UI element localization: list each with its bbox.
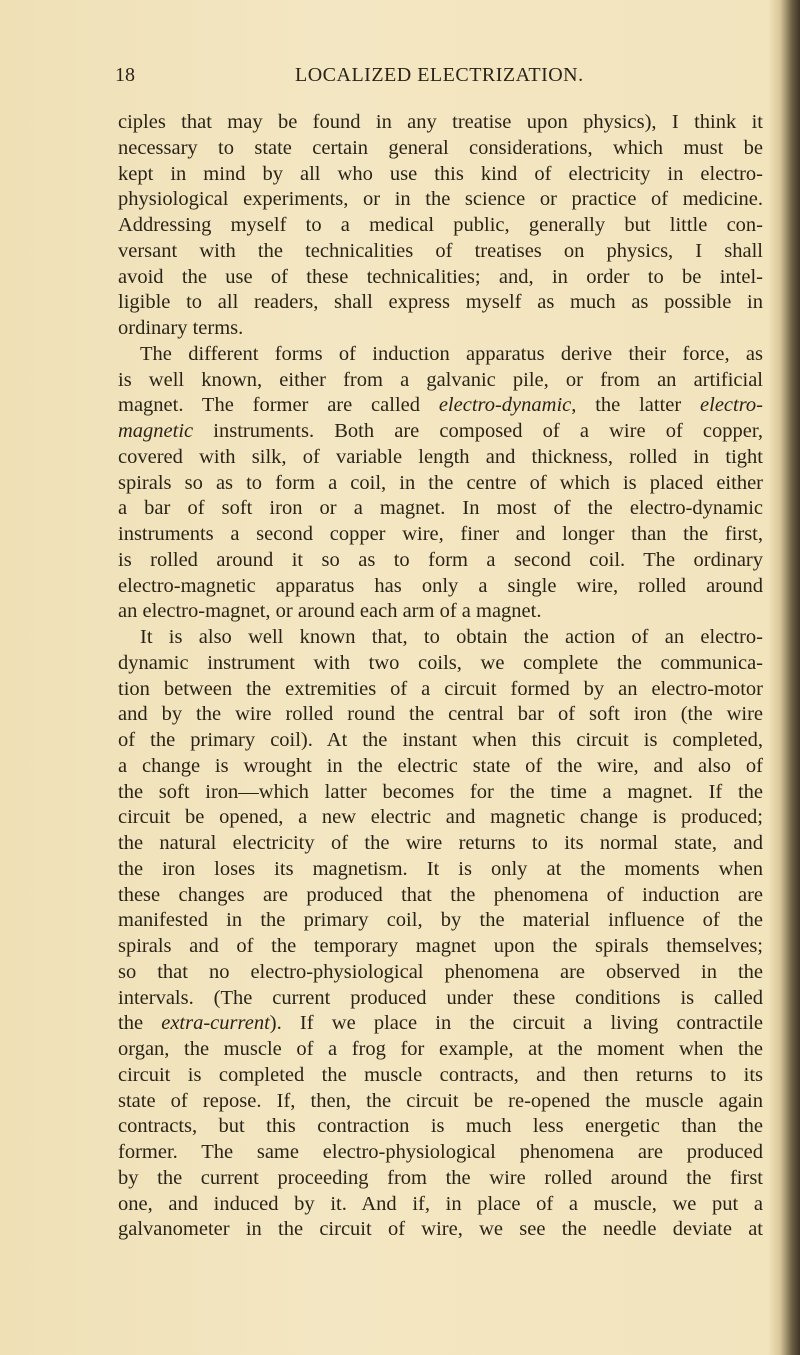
text-line — [118, 986, 763, 1012]
text-line — [118, 651, 763, 677]
text-line — [118, 857, 763, 883]
text-line — [118, 522, 763, 548]
text-segment: the natural electricity of the wire returns to its normal state, and — [118, 832, 763, 854]
text-segment: , the latter — [571, 394, 701, 417]
text-line — [118, 393, 763, 419]
text-line — [118, 1063, 763, 1089]
italic-term: electro-dynamic — [438, 394, 572, 417]
text-segment: tion between the extremities of a circuit formed by an electro-motor — [118, 677, 763, 700]
text-segment: versant with the technicalities of treatises on physics, I shall — [118, 239, 763, 262]
text-line — [118, 754, 763, 780]
text-line — [118, 162, 763, 188]
text-line — [118, 368, 763, 394]
text-line — [118, 908, 763, 934]
text-segment: organ, the muscle of a frog for example, at the moment when the — [118, 1038, 763, 1060]
text-segment: physiological experiments, or in the science or practice of medicine. — [118, 188, 763, 211]
text-line — [118, 1011, 763, 1037]
text-line — [118, 187, 763, 213]
text-line — [118, 1217, 763, 1243]
text-line — [118, 1089, 763, 1115]
text-line — [118, 110, 763, 136]
text-line — [118, 960, 763, 986]
text-segment: the soft iron—which latter becomes for the time a magnet. If the — [118, 780, 763, 803]
text-line — [118, 1192, 763, 1218]
italic-term: magnetic — [118, 420, 194, 442]
text-segment: state of repose. If, then, the circuit be re-opened the muscle again — [118, 1089, 763, 1112]
text-line — [118, 677, 763, 703]
text-segment: dynamic instrument with two coils, we complete the communica- — [118, 651, 763, 674]
text-line — [118, 574, 763, 600]
text-line — [118, 702, 763, 728]
text-line — [118, 831, 763, 857]
text-segment: The different forms of induction apparatus derive their force, as — [140, 342, 763, 365]
text-segment: an electro-magnet, or around each arm of a magnet. — [118, 600, 542, 623]
text-segment: covered with silk, of variable length and thickness, rolled in tight — [118, 445, 763, 468]
text-line — [118, 883, 763, 909]
text-segment: the iron loses its magnetism. It is only at the moments when — [118, 857, 763, 880]
page-number: 18 — [115, 64, 135, 86]
page-header — [115, 64, 760, 92]
text-segment: one, and induced by it. And if, in place of a muscle, we put a — [118, 1192, 763, 1215]
text-segment: necessary to state certain general considerations, which must be — [118, 136, 763, 159]
text-line — [118, 805, 763, 831]
text-segment: magnet. The former are called — [118, 394, 439, 417]
text-segment: ligible to all readers, shall express myself as much as possible in — [118, 291, 763, 314]
text-line — [118, 599, 763, 625]
text-segment: instruments a second copper wire, finer and longer than the first, — [118, 523, 763, 545]
text-segment: electro-magnetic apparatus has only a single wire, rolled around — [118, 574, 763, 597]
text-segment: and by the wire rolled round the central bar of soft iron (the wire — [118, 703, 763, 726]
text-segment: the — [118, 1012, 162, 1035]
text-segment: galvanometer in the circuit of wire, we see the needle deviate at — [118, 1218, 763, 1241]
text-line — [118, 496, 763, 522]
text-segment: a change is wrought in the electric state of the wire, and also of — [118, 754, 763, 777]
text-segment: intervals. (The current produced under these conditions is called — [118, 986, 763, 1009]
body-text — [118, 110, 763, 1243]
text-line — [118, 1166, 763, 1192]
text-segment: ciples that may be found in any treatise upon physics), I think it — [118, 111, 763, 133]
text-segment: circuit is completed the muscle contracts, and then returns to its — [118, 1063, 763, 1086]
text-segment: former. The same electro-physiological phenomena are produced — [118, 1141, 763, 1163]
text-segment: manifested in the primary coil, by the material influence of the — [118, 909, 763, 932]
text-segment: instruments. Both are composed of a wire of copper, — [193, 420, 763, 442]
text-line — [118, 445, 763, 471]
text-line — [118, 1114, 763, 1140]
text-line — [118, 419, 763, 445]
text-segment: of the primary coil). At the instant when this circuit is completed, — [118, 729, 763, 751]
text-line — [118, 290, 763, 316]
text-segment: It is also well known that, to obtain the action of an electro- — [140, 626, 763, 648]
text-line — [118, 1140, 763, 1166]
text-line — [118, 213, 763, 239]
text-segment: spirals so as to form a coil, in the centre of which is placed either — [118, 471, 763, 494]
text-segment: a bar of soft iron or a magnet. In most of the electro-dynamic — [118, 497, 763, 520]
text-segment: by the current proceeding from the wire rolled around the first — [118, 1166, 763, 1189]
text-segment: kept in mind by all who use this kind of electricity in electro- — [118, 162, 763, 185]
running-head: LOCALIZED ELECTRIZATION. — [295, 64, 584, 86]
italic-term: extra-current — [161, 1012, 270, 1035]
text-segment: these changes are produced that the phenomena of induction are — [118, 883, 763, 906]
italic-term: electro- — [700, 394, 764, 417]
text-segment: ). If we place in the circuit a living contractile — [269, 1012, 763, 1035]
text-line — [118, 625, 763, 651]
text-line — [118, 780, 763, 806]
text-segment: is well known, either from a galvanic pile, or from an artificial — [118, 368, 763, 391]
text-segment: so that no electro-physiological phenomena are observed in the — [118, 960, 763, 983]
text-segment: contracts, but this contraction is much less energetic than the — [118, 1115, 763, 1138]
text-line — [118, 548, 763, 574]
text-segment: spirals and of the temporary magnet upon the spirals themselves; — [118, 935, 763, 957]
text-line — [118, 728, 763, 754]
text-line — [118, 136, 763, 162]
text-segment: avoid the use of these technicalities; and, in order to be intel- — [118, 265, 763, 288]
text-line — [118, 316, 763, 342]
text-line — [118, 342, 763, 368]
text-segment: Addressing myself to a medical public, generally but little con- — [118, 214, 763, 236]
text-segment: circuit be opened, a new electric and magnetic change is produced; — [118, 806, 763, 829]
text-line — [118, 1037, 763, 1063]
text-segment: ordinary terms. — [118, 317, 244, 339]
text-line — [118, 239, 763, 265]
text-line — [118, 265, 763, 291]
text-line — [118, 471, 763, 497]
text-segment: is rolled around it so as to form a second coil. The ordinary — [118, 548, 763, 571]
text-line — [118, 934, 763, 960]
